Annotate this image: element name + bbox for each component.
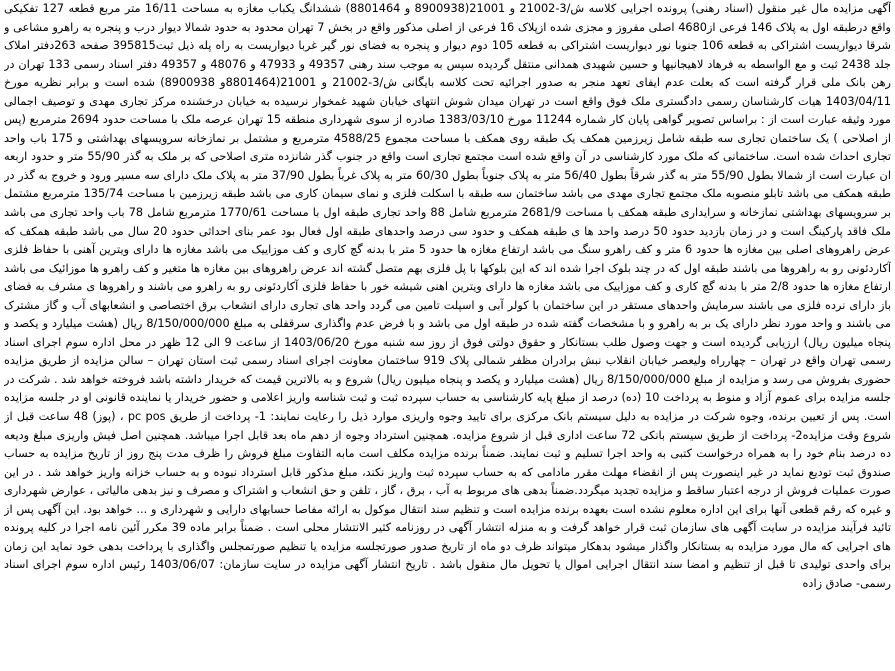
auction-notice xyxy=(4,0,891,671)
notice-paragraph: آگهی مزایده مال غیر منقول (اسناد رهنی) پرونده اجرایی کلاسه ش/3-21002 و 21001(8900938 و 8801464) ششدانگ یکباب مغازه به مساحت 16/11 متر مربع قطعه 127 تفکیکی واقع درطبقه اول به پلاک 146 فرعی از4680 اصلی مفروز و مجزی شده ازپلاک 16 فرعی از اصلی مذکور واقع در بخش 7 تهران محدود به حدود شمالا دیوار درب و پنجره به راهرو مشاعی و شرقا دیواریست اشتراکی به قطعه 106 جنوبا نور دیواریست اشتراکی به قطعه 105 دوم دیوار و پنجره به فضای نور گیر غربا دیواریست به راه پله ذیل ثبت395815 صفحه 263دفتر املاک جلد 2438 ثبت و مع الواسطه به فرهاد لاهیجانیها و حسین شهیدی همدانی منتقل گردیده سپس به موجب سند رهنی 49357 و 47933 و 48076 و 49357 دفتر اسناد رسمی 133 تهران در رهن بانک ملی قرار گرفته است که بعلت عدم ایفای تعهد منجر به صدور اجرائیه تحت کلاسه بایگانی ش/3-21002 و 21001(8801464و 8900938) شده است و برابر نظریه مورخ 1403/04/11 هیات کارشناسان رسمی دادگستری ملک فوق واقع است در تهران میدان شوش انتهای خیابان شهید غمخوار نرسیده به خیابان درخشنده مرکز تجاری مهدی و توصیف اجمالی مورد وثیقه عبارت است از : براساس تصویر گواهی پایان کار شماره 11244 مورخ 1383/03/10 صادره از سوی شهرداری منطقه 15 تهران عرصه ملک با مساحت حدود 2694 مترمربع (پس از اصلاحی ) یک ساختمان تجاری سه طبقه شامل زیرزمین همکف یک طبقه روی همکف با مساحت مجموع 4588/25 مترمربع و مشتمل بر نمازخانه سرویسهای بهداشتی و 175 باب واحد تجاری احداث شده است. ساختمانی که ملک مورد کارشناسی در آن واقع شده است مجتمع تجاری است واقع در جنوب گذر شانزده متری اصلاحی که بر ملک به گذر 55/90 متر و حدود اربعه ان عبارت است از شمالا بطول 55/90 متر به گذر شرقاً بطول 56/40 متر به پلاک جنوباً بطول 60/30 متر به پلاک غرباً بطول 37/90 متر به پلاک ملک دارای سه مسیر ورود و خروج به گذر در طبقه همکف می باشد تابلو منصوبه ملک مجتمع تجاری مهدی می باشد ساختمان سه طبقه با اسکلت فلزی و نمای سیمان کاری می باشد طبقه زیرزمین با مساحت 135/74 مترمربع مشتمل بر سرویسهای بهداشتی نمازخانه و سرایداری طبقه همکف با مساحت 2681/9 مترمربع شامل 88 واحد تجاری طبقه اول با مساحت 1770/61 مترمربع شامل 78 باب واحد تجاری می باشد ملک فاقد پارکینگ است و در زمان بازدید حدود 50 درصد واحد ها ی طبقه همکف و حدود سی درصد واحدهای طبقه اول فعال بود عمر بنای احداثی حدود 20 سال می باشد طبقه همکف که عرض راهروهای اصلی بین مغازه ها حدود 6 متر و کف راهرو سنگ می باشد ارتفاع مغازه ها حدود 5 متر با بدنه گچ کاری و کف موزاییک می باشد مغازه ها دارای ویترین آهنی با حفاظ فلزی آکاردئونی رو به راهروها می باشند طبقه اول که در چند بلوک اجرا شده اند که این بلوکها با پل فلزی بهم متصل گشته اند عرض راهروهای بین مغازه ها متغیر و کف راهرو ها موزائیک می باشد ارتفاع مغازه ها حدود 2/8 متر با بدنه گچ کاری و کف موزاییک می باشد مغازه ها دارای ویترین اهنی شیشه خور با حفاظ فلزی آکاردئونی رو به راهرو می باشند و راهروها ی مشرف به فضای باز دارای نرده فلزی می باشند سرمایش واحدهای مستقر در این ساختمان با کولر آبی و اسپلت تامین می گردد واحد های تجاری دارای انشعاب برق اختصاصی و انشعابهای آب و گاز مشترک می باشند و واحد مورد نظر دارای یک بر به راهرو و با مشخصات گفته شده در طبقه اول می باشد و با فرض عدم واگذاری سرقفلی به مبلغ 8/150/000/000 ریال (هشت میلیارد و یکصد و پنجاه میلیون ریال) ارزیابی گردیده است و جهت وصول طلب بستانکار و حقوق دولتی فوق از روز سه شنبه مورخ 1403/06/20 از ساعت 9 الی 12 ظهر در محل اداره سوم اجرای اسناد رسمی تهران واقع در تهران – چهارراه ولیعصر خیابان انقلاب نبش برادران مظفر شمالی پلاک 919 ساختمان معاونت اجرای اسناد رسمی ثبت استان تهران – سالن مزایده از طریق مزایده حضوری بفروش می رسد و مزایده از مبلغ 8/150/000/000 ریال (هشت میلیارد و یکصد و پنجاه میلیون ریال) شروع و به بالاترین قیمت که خریدار داشته باشد فروخته خواهد شد . شرکت در جلسه مزایده برای عموم آزاد و منوط به پرداخت 10 (ده) درصد از مبلغ پایه کارشناسی به حساب سپرده ثبت و ثبت شناسه واریز اعلامی و حضور خریدار یا نماینده قانونی او در جلسه مزایده است. پس از تعیین برنده، وجوه شرکت در مزایده به دلیل سیستم بانک مرکزی برای تایید وجوه واریزی موارد ذیل را رعایت نمایند: 1- پرداخت از طریق pc pos ، (پوز) 48 ساعت قبل از شروع وقت مزایده2- پرداخت از طریق سیستم بانکی 72 ساعت اداری قبل از شروع مزایده. همچنین استرداد وجوه از دهم ماه بعد قابل اجرا میباشد. همچنین اصل فیش واریزی مبلغ ودیعه ده درصد بنام خود را به همراه درخواست کتبی به واحد اجرا تسلیم و ثبت نمایند. ضمناً برنده مزایده مکلف است مابه التفاوت مبلغ فروش را ظرف مدت پنج روز از تاریخ مزایده به حساب صندوق ثبت تودیع نماید در غیر اینصورت پس از انقضاء مهلت مقرر مادامی که به حساب سپرده ثبت واریز نکند، مبلغ مذکور قابل استرداد نبوده و به حساب خزانه واریز خواهد شد . در این صورت عملیات فروش از درجه اعتبار ساقط و مزایده تجدید میگردد.ضمناً بدهی های مربوط به آب ، برق ، گاز ، تلفن و حق انشعاب و اشتراک و مصرف و نیز بدهی مالیاتی ، عوارض شهرداری و غیره که رقم قطعی آنها برای این اداره معلوم نشده است بعهده برنده مزایده است و تنظیم سند انتقال موکول به ارائه مفاصا حسابهای دارایی و شهرداری و ... خواهد بود. این آگهی پس از تائید فرآیند مزایده در سایت آگهی های سازمان ثبت قرار خواهد گرفت و به منزله انتشار آگهی در روزنامه کثیر الانتشار محلی است . ضمناً برابر ماده 39 مکرر آئین نامه اجرا در کلیه پرونده های اجرایی که مال مورد مزایده به بستانکار واگذار میشود بدهکار میتواند ظرف دو ماه از تاریخ صدور صورتجلسه مزایده یا تنظیم صورتمجلس واگذاری با پرداخت بدهی خود نماید این زمان برای واحدی تولیدی تا قبل از تنظیم و امضا سند انتقال اجرایی اموال یا تحویل مال منقول باشد . تاریخ انتشار آگهی مزایده در سایت سازمان: 1403/06/07 رئیس اداره سوم اجرای اسناد رسمی- صادق زاده xyxy=(4,2,891,590)
